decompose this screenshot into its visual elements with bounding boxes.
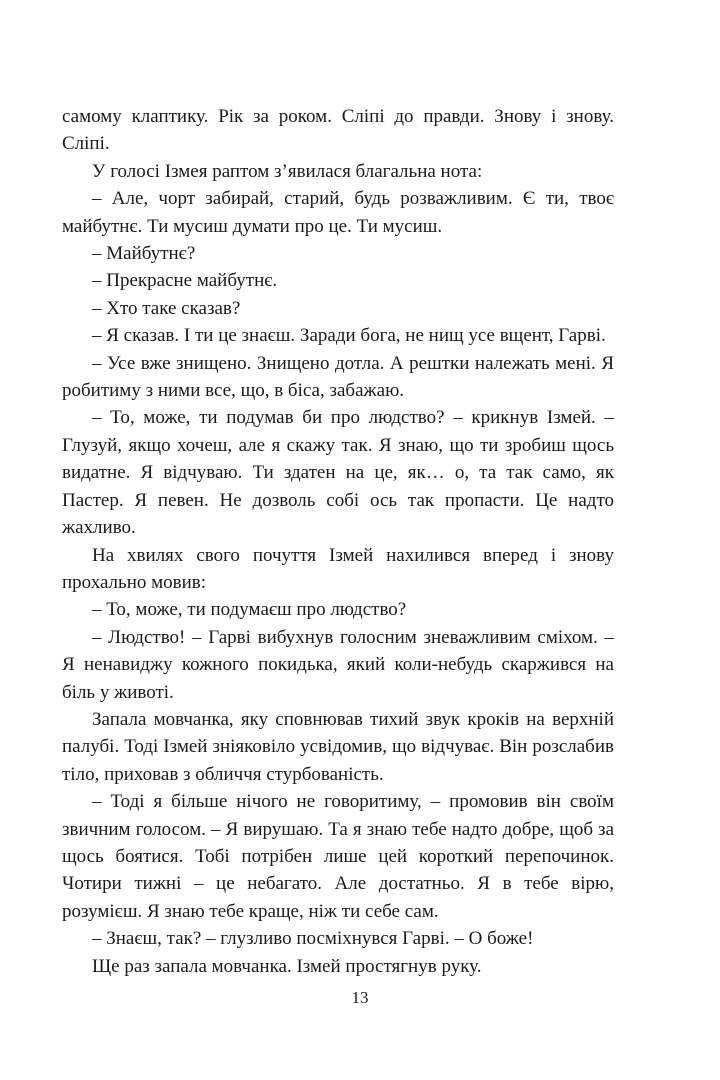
paragraph: – Тоді я більше нічого не говоритиму, – промовив він своїм звичним голосом. – Я вирушаю. Та я знаю тебе надто добре, щоб за щось боятися. Тобі потрібен лише цей короткий перепочинок. Чотири тижні – це небагато. Але достатньо. Я в тебе вірю, розумієш. Я знаю тебе краще, ніж ти себе сам.: [62, 791, 614, 922]
paragraph: – Людство! – Гарві вибухнув голосним зневажливим сміхом. – Я ненавиджу кожного покидька, який коли-небудь скаржився на біль у животі.: [62, 626, 614, 703]
paragraph: – Майбутнє?: [92, 243, 196, 265]
page-text: [62, 103, 614, 980]
paragraph: – То, може, ти подумав би про людство? – крикнув Ізмей. – Глузуй, якщо хочеш, але я скажу так. Я знаю, що ти зробиш щось видатне. Я відчуваю. Ти здатен на це, як… о, та так само, як Пастер. Я певен. Не дозволь собі ось так пропасти. Це надто жахливо.: [62, 407, 614, 539]
paragraph: – Хто таке сказав?: [92, 297, 241, 319]
paragraph: – Я сказав. І ти це знаєш. Заради бога, не нищ усе вщент, Гарві.: [92, 325, 606, 347]
paragraph: – Прекрасне майбутнє.: [92, 270, 278, 292]
paragraph: – Усе вже знищено. Знищено дотла. А рештки належать мені. Я робитиму з ними все, що, в біса, забажаю.: [62, 352, 614, 402]
paragraph: – Знаєш, так? – глузливо посміхнувся Гарві. – О боже!: [92, 928, 534, 950]
paragraph: У голосі Ізмея раптом з’явилася благальна нота:: [92, 160, 483, 182]
paragraph: На хвилях свого почуття Ізмей нахилився вперед і знову прохально мовив:: [62, 544, 614, 593]
paragraph: Ще раз запала мовчанка. Ізмей простягнув руку.: [92, 955, 482, 977]
paragraph: – Але, чорт забирай, старий, будь розважливим. Є ти, твоє майбутнє. Ти мусиш думати про це. Ти мусиш.: [62, 188, 614, 237]
paragraph: самому клаптику. Рік за роком. Сліпі до правди. Знову і знову. Сліпі.: [62, 106, 614, 155]
paragraph: – То, може, ти подумаєш про людство?: [92, 599, 407, 621]
paragraph: Запала мовчанка, яку сповнював тихий звук кроків на верхній палубі. Тоді Ізмей зніяковіло усвідомив, що відчуває. Він розслабив тіло, приховав з обличчя стурбованість.: [62, 708, 614, 785]
page-number: 13: [351, 988, 369, 1007]
